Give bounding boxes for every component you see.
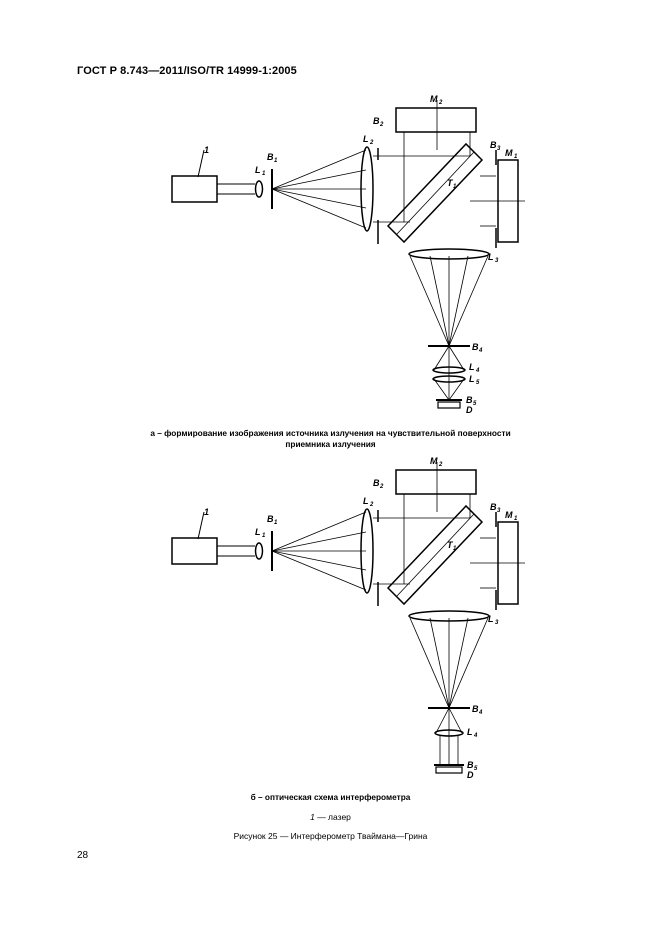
label-l4: L bbox=[467, 727, 473, 737]
caption-a-line1: а – формирование изображения источника излучения на чувствительной поверхности bbox=[150, 428, 511, 438]
svg-text:3: 3 bbox=[495, 620, 499, 626]
label-l4: L bbox=[469, 362, 475, 372]
mirror-m2 bbox=[396, 470, 476, 494]
label-l2: L bbox=[363, 134, 369, 144]
label-b5: B bbox=[467, 760, 474, 770]
svg-text:2: 2 bbox=[370, 140, 374, 146]
svg-text:1: 1 bbox=[262, 533, 266, 539]
svg-text:4: 4 bbox=[476, 368, 480, 374]
label-m2: M bbox=[430, 94, 438, 104]
label-l5: L bbox=[469, 374, 475, 384]
label-b2: B bbox=[373, 478, 380, 488]
label-l3: L bbox=[488, 614, 494, 624]
svg-text:1: 1 bbox=[274, 520, 278, 526]
legend-number: 1 bbox=[310, 812, 315, 822]
label-t1: T bbox=[447, 178, 453, 188]
svg-text:1: 1 bbox=[514, 516, 518, 522]
label-b1: B bbox=[267, 152, 274, 162]
label-d: D bbox=[466, 405, 473, 415]
svg-text:2: 2 bbox=[439, 462, 443, 468]
label-t1: T bbox=[447, 540, 453, 550]
svg-text:2: 2 bbox=[370, 502, 374, 508]
caption-b: б – оптическая схема интерферометра bbox=[250, 792, 411, 802]
document-header: ГОСТ Р 8.743—2011/ISO/TR 14999-1:2005 bbox=[77, 65, 297, 77]
svg-text:5: 5 bbox=[476, 380, 480, 386]
label-b3: B bbox=[490, 140, 497, 150]
legend bbox=[0, 812, 661, 822]
svg-text:3: 3 bbox=[497, 146, 501, 152]
label-1: 1 bbox=[204, 507, 210, 517]
page-number: 28 bbox=[77, 850, 89, 861]
label-l2: L bbox=[363, 496, 369, 506]
svg-text:1: 1 bbox=[514, 154, 518, 160]
label-l1: L bbox=[255, 527, 261, 537]
svg-text:4: 4 bbox=[479, 710, 483, 716]
svg-text:2: 2 bbox=[380, 122, 384, 128]
label-1: 1 bbox=[204, 145, 210, 155]
label-l3: L bbox=[488, 252, 494, 262]
svg-text:4: 4 bbox=[479, 348, 483, 354]
detector-d bbox=[436, 767, 462, 773]
svg-text:1: 1 bbox=[453, 546, 457, 552]
svg-text:4: 4 bbox=[474, 733, 478, 739]
svg-text:5: 5 bbox=[474, 766, 478, 772]
caption-a-line2: приемника излучения bbox=[285, 439, 376, 449]
label-b5: B bbox=[466, 395, 473, 405]
svg-text:3: 3 bbox=[495, 258, 499, 264]
label-b4: B bbox=[472, 342, 479, 352]
label-b2: B bbox=[373, 116, 380, 126]
svg-text:2: 2 bbox=[439, 100, 443, 106]
label-m1: M bbox=[505, 148, 513, 158]
svg-text:3: 3 bbox=[497, 508, 501, 514]
svg-text:1: 1 bbox=[453, 184, 457, 190]
label-b4: B bbox=[472, 704, 479, 714]
label-m1: M bbox=[505, 510, 513, 520]
legend-text: — лазер bbox=[314, 812, 351, 822]
label-m2: M bbox=[430, 456, 438, 466]
lens-l1 bbox=[256, 543, 263, 559]
svg-text:2: 2 bbox=[380, 484, 384, 490]
label-b1: B bbox=[267, 514, 274, 524]
figure-caption: Рисунок 25 — Интерферометр Тваймана—Грина bbox=[233, 831, 428, 841]
label-b3: B bbox=[490, 502, 497, 512]
svg-text:5: 5 bbox=[473, 401, 477, 407]
svg-text:1: 1 bbox=[262, 171, 266, 177]
label-l1: L bbox=[255, 165, 261, 175]
laser-body bbox=[172, 538, 217, 564]
svg-text:1: 1 bbox=[274, 158, 278, 164]
label-d: D bbox=[467, 770, 474, 780]
